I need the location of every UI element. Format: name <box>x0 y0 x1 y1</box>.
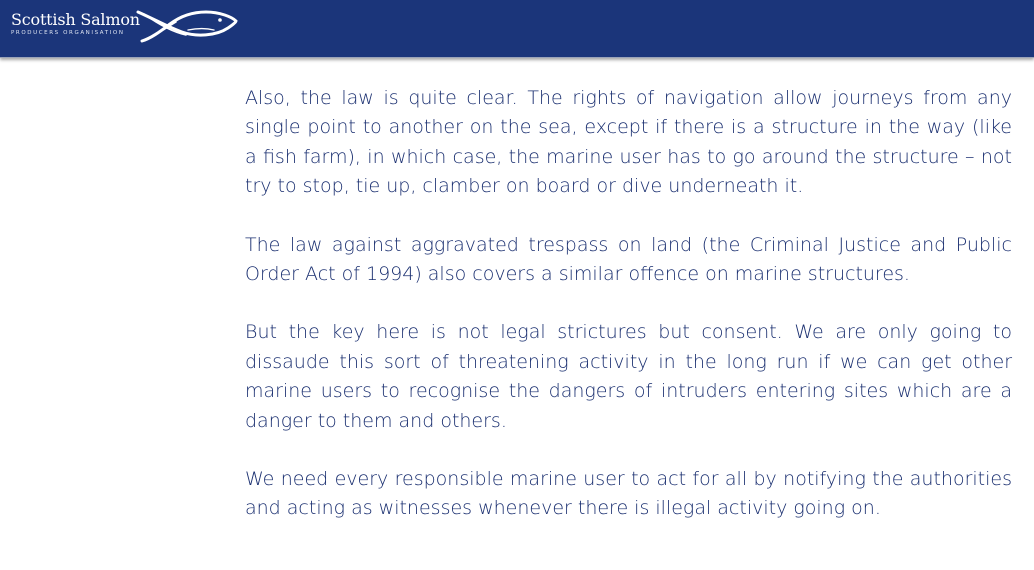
paragraph-aggravated-trespass: The law against aggravated trespass on land (the Criminal Justice and Public Order Act of 1994) also covers a similar offence on marine structures. <box>245 233 1012 286</box>
paragraph-consent: But the key here is not legal strictures but consent. We are only going to dissaude this sort of threatening activity in the long run if we can get other marine users to recognise the dangers of intruders entering sites which are a danger to them and others. <box>245 321 1012 432</box>
brand-subtitle: PRODUCERS ORGANISATION <box>11 30 125 36</box>
brand-logo[interactable] <box>11 11 140 37</box>
brand-name: Scottish Salmon <box>11 10 140 29</box>
article-body <box>245 84 1012 553</box>
paragraph-responsible-users: We need every responsible marine user to act for all by notifying the authorities and acting as witnesses whenever there is illegal activity going on. <box>245 468 1012 520</box>
site-header <box>0 0 1034 58</box>
fish-icon <box>136 8 238 44</box>
paragraph-navigation-rights: Also, the law is quite clear. The rights of navigation allow journeys from any single point to another on the sea, except if there is a structure in the way (like a fish farm), in which case, the marine user has to go around the structure – not try to stop, tie up, clamber on board or dive underneath it. <box>245 87 1012 198</box>
